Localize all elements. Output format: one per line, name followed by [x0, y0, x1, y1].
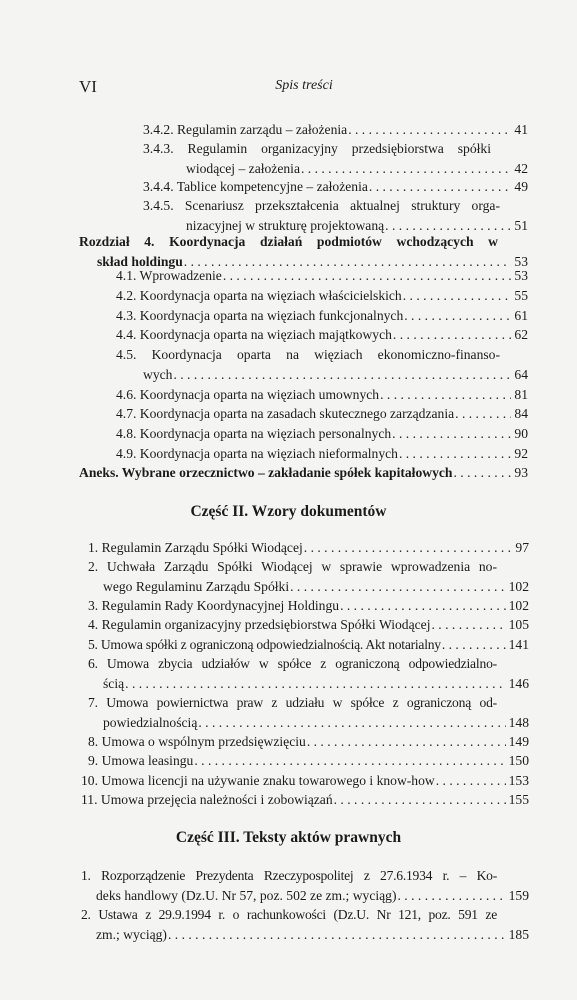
leader-dots: [340, 596, 506, 616]
toc-entry-page: 185: [508, 926, 529, 942]
toc-entry-page: 148: [508, 714, 529, 730]
toc-entry-page: 84: [514, 406, 528, 421]
toc-entry-page: 41: [514, 122, 528, 137]
leader-dots: [453, 463, 511, 483]
toc-entry-title: 4.5. Koordynacja oparta na więziach ekonomiczno-finanso-: [116, 347, 500, 362]
leader-dots: [198, 713, 505, 733]
leader-dots: [455, 404, 511, 424]
toc-entry-title: 4.6. Koordynacja oparta na więziach umownych: [116, 387, 380, 402]
toc-entry-title-cont: ścią: [103, 675, 125, 691]
toc-entry-title-cont: wego Regulaminu Zarządu Spółki: [103, 578, 290, 594]
toc-entry-page: 64: [514, 366, 528, 382]
toc-entry-4-4[interactable]: [116, 325, 528, 345]
toc-entry-3-4-3[interactable]: [143, 139, 528, 178]
leader-dots: [125, 674, 505, 694]
leader-dots: [334, 790, 506, 810]
toc-entry-title-cont: zm.; wyciąg): [96, 926, 167, 942]
leader-dots: [307, 732, 506, 752]
chapter-title: Rozdział 4. Koordynacja działań podmiotów wchodzących w: [79, 234, 498, 249]
leader-dots: [392, 424, 511, 444]
toc-entry-title: 11. Umowa przejęcia należności i zobowiązań: [81, 792, 333, 807]
toc-entry-title: 4.4. Koordynacja oparta na więziach majątkowych: [116, 327, 392, 342]
page-number: VI: [79, 77, 97, 96]
chapter-title-cont: skład holdingu: [97, 253, 183, 269]
toc-annex[interactable]: [79, 463, 528, 483]
toc-entry-title: 6. Umowa zbycia udziałów w spółce z ograniczoną odpowiedzialno-: [88, 656, 497, 671]
toc-entry-p2-9[interactable]: [88, 751, 529, 771]
toc-entry-title: 3.4.2. Regulamin zarządu – założenia: [143, 122, 348, 137]
toc-entry-title: 4.9. Koordynacja oparta na więziach nieformalnych: [116, 446, 398, 461]
toc-entry-title: 2. Uchwała Zarządu Spółki Wiodącej w sprawie wprowadzenia no-: [88, 559, 497, 574]
toc-entry-page: 51: [514, 217, 528, 233]
toc-entry-p2-4[interactable]: [88, 615, 529, 635]
running-title: Spis treści: [275, 78, 333, 93]
leader-dots: [369, 177, 511, 197]
toc-entry-p3-2[interactable]: [81, 905, 529, 944]
toc-entry-title: 3. Regulamin Rady Koordynacyjnej Holdingu: [88, 598, 340, 613]
annex-title: Aneks. Wybrane orzecznictwo – zakładanie spółek kapitałowych: [79, 465, 453, 480]
toc-entry-title: 3.4.3. Regulamin organizacyjny przedsiębiorstwa spółki: [143, 141, 491, 156]
toc-entry-page: 81: [514, 387, 528, 402]
leader-dots: [436, 771, 506, 791]
toc-entry-4-3[interactable]: [116, 306, 528, 326]
toc-entry-title: 4.2. Koordynacja oparta na więziach właścicielskich: [116, 288, 402, 303]
leader-dots: [404, 306, 511, 326]
toc-entry-4-2[interactable]: [116, 286, 528, 306]
toc-entry-4-8[interactable]: [116, 424, 528, 444]
toc-entry-title-cont: nizacyjnej w strukturę projektowaną: [186, 217, 385, 233]
toc-entry-title: 4.8. Koordynacja oparta na więziach personalnych: [116, 426, 392, 441]
toc-entry-page: 155: [508, 792, 529, 807]
leader-dots: [348, 120, 511, 140]
leader-dots: [398, 886, 506, 906]
toc-entry-4-5[interactable]: [116, 345, 528, 384]
toc-entry-p2-8[interactable]: [88, 732, 529, 752]
toc-entry-page: 92: [514, 446, 528, 461]
toc-entry-page: 149: [508, 734, 529, 749]
toc-entry-p2-11[interactable]: [81, 790, 529, 810]
toc-entry-title: 4.1. Wprowadzenie: [116, 268, 222, 283]
toc-entry-page: 42: [514, 160, 528, 176]
toc-entry-3-4-2[interactable]: [143, 120, 528, 140]
toc-entry-p2-7[interactable]: [88, 693, 529, 732]
toc-entry-title-cont: wiodącej – założenia: [186, 160, 300, 176]
toc-entry-title: 1. Rozporządzenie Prezydenta Rzeczypospolitej z 27.6.1934 r. – Ko-: [81, 868, 497, 883]
toc-entry-page: 141: [508, 637, 529, 652]
toc-entry-page: 55: [514, 288, 528, 303]
toc-entry-page: 93: [514, 465, 528, 480]
toc-entry-p3-1[interactable]: [81, 866, 529, 905]
toc-entry-3-4-5[interactable]: [143, 196, 528, 235]
toc-entry-page: 97: [515, 540, 529, 555]
toc-entry-page: 62: [514, 327, 528, 342]
part-3-title: Część III. Teksty aktów prawnych: [175, 829, 402, 846]
toc-entry-page: 102: [508, 578, 529, 594]
toc-entry-p2-1[interactable]: [88, 538, 529, 558]
leader-dots: [223, 266, 511, 286]
toc-entry-page: 159: [508, 887, 529, 903]
leader-dots: [432, 615, 506, 635]
toc-entry-title: 2. Ustawa z 29.9.1994 r. o rachunkowości (Dz.U. Nr 121, poz. 591 ze: [81, 907, 497, 922]
leader-dots: [403, 286, 511, 306]
toc-entry-p2-3[interactable]: [88, 596, 529, 616]
toc-entry-page: 102: [508, 598, 529, 613]
toc-entry-title: 4.3. Koordynacja oparta na więziach funkcjonalnych: [116, 308, 404, 323]
toc-entry-page: 53: [514, 253, 528, 269]
toc-entry-page: 61: [514, 308, 528, 323]
toc-entry-p2-2[interactable]: [88, 557, 529, 596]
toc-entry-title: 7. Umowa powiernictwa praw z udziału w spółce z ograniczoną od-: [88, 695, 497, 710]
toc-entry-page: 49: [514, 179, 528, 194]
toc-entry-page: 105: [508, 617, 529, 632]
toc-entry-title-cont: wych: [143, 366, 173, 382]
toc-entry-title: 3.4.4. Tablice kompetencyjne – założenia: [143, 179, 368, 194]
toc-entry-4-1[interactable]: [116, 266, 528, 286]
leader-dots: [393, 325, 511, 345]
toc-entry-page: 153: [508, 773, 529, 788]
toc-entry-title: 4.7. Koordynacja oparta na zasadach skutecznego zarządzania: [116, 406, 455, 421]
toc-entry-page: 90: [514, 426, 528, 441]
leader-dots: [168, 925, 506, 945]
toc-entry-p2-5[interactable]: [88, 635, 529, 655]
leader-dots: [399, 444, 511, 464]
toc-entry-4-6[interactable]: [116, 385, 528, 405]
toc-entry-title: 10. Umowa licencji na używanie znaku towarowego i know-how: [81, 773, 435, 788]
toc-entry-title: 3.4.5. Scenariusz przekształcenia aktualnej struktury orga-: [143, 198, 500, 213]
toc-entry-p2-10[interactable]: [81, 771, 529, 791]
leader-dots: [290, 577, 505, 597]
leader-dots: [173, 365, 511, 385]
leader-dots: [304, 538, 512, 558]
toc-entry-4-7[interactable]: [116, 404, 528, 424]
toc-entry-title-cont: powiedzialnością: [103, 714, 198, 730]
toc-entry-title: 1. Regulamin Zarządu Spółki Wiodącej: [88, 540, 303, 555]
leader-dots: [194, 751, 505, 771]
toc-entry-4-9[interactable]: [116, 444, 528, 464]
toc-entry-3-4-4[interactable]: [143, 177, 528, 197]
toc-entry-page: 53: [514, 268, 528, 283]
part-2-title: Część II. Wzory dokumentów: [190, 503, 387, 520]
toc-entry-p2-6[interactable]: [88, 654, 529, 693]
toc-entry-title-cont: deks handlowy (Dz.U. Nr 57, poz. 502 ze zm.; wyciąg): [96, 887, 397, 903]
leader-dots: [442, 635, 506, 655]
leader-dots: [380, 385, 511, 405]
toc-entry-title: 8. Umowa o wspólnym przedsięwzięciu: [88, 734, 306, 749]
toc-entry-title: 5. Umowa spółki z ograniczoną odpowiedzialnością. Akt notarialny: [88, 637, 441, 652]
page-header: [79, 77, 529, 99]
toc-entry-page: 150: [508, 753, 529, 768]
toc-entry-title: 9. Umowa leasingu: [88, 753, 194, 768]
toc-entry-title: 4. Regulamin organizacyjny przedsiębiorstwa Spółki Wiodącej: [88, 617, 431, 632]
toc-entry-page: 146: [508, 675, 529, 691]
leader-dots: [301, 159, 511, 179]
